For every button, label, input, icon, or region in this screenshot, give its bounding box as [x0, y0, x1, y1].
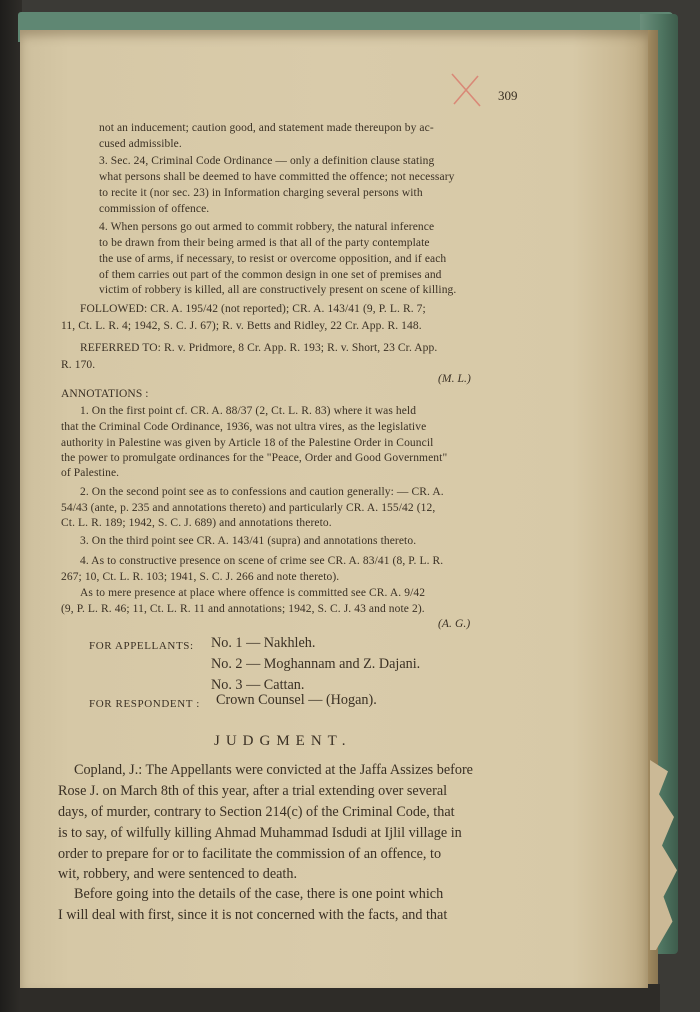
judgment-line: wit, robbery, and were sentenced to death.: [58, 866, 297, 882]
headnote-point-3: 3. Sec. 24, Criminal Code Ordinance — only a definition clause stating: [99, 155, 435, 167]
annotation-line: Ct. L. R. 189; 1942, S. C. J. 689) and annotations thereto.: [61, 517, 332, 529]
judgment-line: is to say, of wilfully killing Ahmad Muhammad Isdudi at Ijlil village in: [58, 825, 462, 841]
appellant-2-counsel: No. 2 — Moghannam and Z. Dajani.: [211, 656, 421, 672]
judgment-line: I will deal with first, since it is not concerned with the facts, and that: [58, 907, 448, 923]
headnote-line: of them carries out part of the common design in one set of premises and: [99, 269, 442, 281]
judgment-line: Before going into the details of the case, there is one point which: [74, 886, 444, 902]
annotation-4: 4. As to constructive presence on scene of crime see CR. A. 83/41 (8, P. L. R.: [80, 555, 444, 567]
headnote-line: not an inducement; caution good, and statement made thereupon by ac-: [99, 122, 434, 134]
followed-citations-cont: 11, Ct. L. R. 4; 1942, S. C. J. 67); R. v. Betts and Ridley, 22 Cr. App. R. 148.: [61, 320, 422, 332]
referred-citations-cont: R. 170.: [61, 359, 96, 371]
annotation-line: 267; 10, Ct. L. R. 103; 1941, S. C. J. 266 and note thereto).: [61, 571, 340, 583]
binding-shadow: [0, 0, 22, 1012]
annotation-line: the power to promulgate ordinances for the "Peace, Order and Good Government": [61, 452, 448, 464]
bottom-edge: [20, 984, 660, 1012]
editor-initials: (M. L.): [438, 373, 471, 385]
annotation-line: of Palestine.: [61, 467, 120, 479]
appellants-label: FOR APPELLANTS:: [89, 640, 194, 652]
page-number: 309: [498, 88, 518, 103]
followed-citations: FOLLOWED: CR. A. 195/42 (not reported); CR. A. 143/41 (9, P. L. R. 7;: [80, 303, 426, 315]
judgment-line: order to prepare for or to facilitate the commission of an offence, to: [58, 846, 442, 862]
judgment-heading: JUDGMENT.: [214, 733, 352, 749]
annotation-5: As to mere presence at place where offence is committed see CR. A. 9/42: [80, 587, 426, 599]
annotation-3: 3. On the third point see CR. A. 143/41 (supra) and annotations thereto.: [80, 535, 417, 547]
referred-citations: REFERRED TO: R. v. Pridmore, 8 Cr. App. R. 193; R. v. Short, 23 Cr. App.: [80, 342, 438, 354]
annotation-line: that the Criminal Code Ordinance, 1936, was not ultra vires, as the legislative: [61, 421, 427, 433]
headnote-line: to recite it (nor sec. 23) in Information charging several persons with: [99, 187, 423, 199]
annotation-line: authority in Palestine was given by Article 18 of the Palestine Order in Council: [61, 437, 434, 449]
headnote-point-4: 4. When persons go out armed to commit robbery, the natural inference: [99, 221, 435, 233]
appellant-3-counsel: No. 3 — Cattan.: [211, 677, 305, 693]
judgment-line: Copland, J.: The Appellants were convicted at the Jaffa Assizes before: [74, 762, 473, 778]
judgment-line: days, of murder, contrary to Section 214(c) of the Criminal Code, that: [58, 804, 455, 820]
respondent-label: FOR RESPONDENT :: [89, 698, 200, 710]
annotation-line: (9, P. L. R. 46; 11, Ct. L. R. 11 and annotations; 1942, S. C. J. 43 and note 2).: [61, 603, 425, 615]
headnote-line: what persons shall be deemed to have committed the offence; not necessary: [99, 171, 455, 183]
annotations-heading: ANNOTATIONS :: [61, 388, 149, 400]
respondent-counsel: Crown Counsel — (Hogan).: [216, 692, 377, 708]
headnote-line: victim of robbery is killed, all are constructively present on scene of killing.: [99, 284, 457, 296]
headnote-line: the use of arms, if necessary, to resist or overcome opposition, and if each: [99, 253, 447, 265]
judgment-line: Rose J. on March 8th of this year, after a trial extending over several: [58, 783, 448, 799]
annotation-2: 2. On the second point see as to confessions and caution generally: — CR. A.: [80, 486, 444, 498]
headnote-line: cused admissible.: [99, 138, 182, 150]
annotation-line: 54/43 (ante, p. 235 and annotations thereto) and particularly CR. A. 155/42 (12,: [61, 502, 436, 514]
headnote-line: commission of offence.: [99, 203, 210, 215]
editor-initials: (A. G.): [438, 618, 471, 630]
annotation-1: 1. On the first point cf. CR. A. 88/37 (2, Ct. L. R. 83) where it was held: [80, 405, 417, 417]
appellant-1-counsel: No. 1 — Nakhleh.: [211, 635, 316, 651]
headnote-line: to be drawn from their being armed is that all of the party contemplate: [99, 237, 430, 249]
pencil-x-mark: [446, 70, 486, 110]
